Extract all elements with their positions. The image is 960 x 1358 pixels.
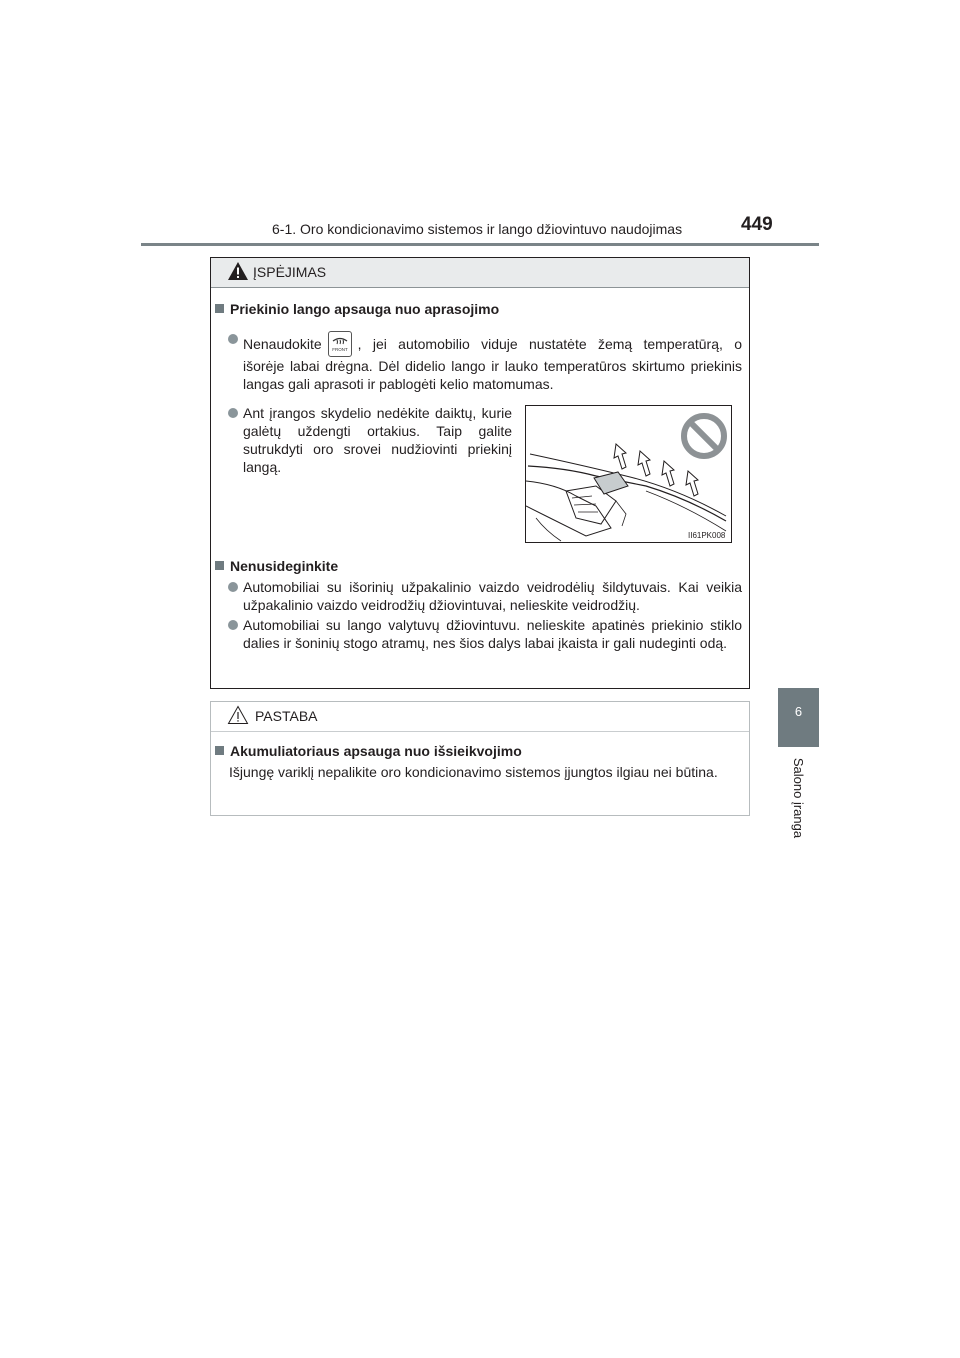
section-bullet-square xyxy=(215,561,224,570)
chapter-tab-label: Salono įranga xyxy=(791,757,806,839)
bullet-dot xyxy=(228,582,238,592)
section-bullet-square xyxy=(215,304,224,313)
prohibition-icon xyxy=(684,416,724,456)
burns-item-2-text: Automobiliai su lango valytuvų džiovintuvu. nelieskite apatinės priekinio stiklo dalies ir šoninių stogo atramų, nes šios dalys labai įkaista ir gali nudeginti odą. xyxy=(243,617,742,651)
section-bullet-square xyxy=(215,746,224,755)
dashboard-drawing xyxy=(526,406,731,542)
section-title-battery-text: Akumuliatoriaus apsauga nuo išsieikvojimo xyxy=(230,743,522,759)
warning-header xyxy=(211,258,749,288)
defog-item-1-rest: išorėje labai drėgna. Dėl didelio lango ir lauko temperatūros skirtumo priekinis langas gali aprasoti ir pablogėti kelio matomumas. xyxy=(243,358,742,392)
header-divider xyxy=(141,243,819,246)
warning-triangle-icon xyxy=(227,261,249,281)
defog-item-1-line1 xyxy=(243,331,742,357)
bullet-dot xyxy=(228,408,238,418)
bullet-dot xyxy=(228,620,238,630)
section-title-defog xyxy=(215,301,499,317)
section-title-burns xyxy=(215,558,338,574)
chapter-tab-number: 6 xyxy=(794,704,803,719)
notice-header xyxy=(211,702,749,732)
illustration-code: II61PK008 xyxy=(688,531,726,540)
defog-item-1-after-icon: , jei automobilio viduje nustatėte žemą temperatūrą, o xyxy=(357,336,742,352)
notice-heading: PASTABA xyxy=(255,708,318,724)
battery-text: Išjungę variklį nepalikite oro kondicionavimo sistemos įjungtos ilgiau nei būtina. xyxy=(229,764,718,780)
page-number: 449 xyxy=(741,214,773,235)
notice-triangle-icon xyxy=(227,705,249,725)
section-title-battery xyxy=(215,743,522,759)
dashboard-vent-illustration xyxy=(525,405,732,543)
warning-heading: ĮSPĖJIMAS xyxy=(253,264,327,280)
section-title-burns-text: Nenusideginkite xyxy=(230,558,339,574)
section-title-defog-text: Priekinio lango apsauga nuo aprasojimo xyxy=(230,301,500,317)
defog-item-1-before-icon: Nenaudokite xyxy=(243,336,322,352)
front-defroster-glyph xyxy=(329,332,351,356)
front-defroster-icon xyxy=(328,331,352,357)
chapter-section-title: 6-1. Oro kondicionavimo sistemos ir lango džiovintuvo naudojimas xyxy=(272,221,683,237)
front-defroster-label: FRONT xyxy=(331,347,348,352)
defog-item-2-text: Ant įrangos skydelio nedėkite daiktų, kurie galėtų uždengti ortakius. Taip galite sutrukdyti oro srovei nudžiovinti priekinį langą. xyxy=(243,405,512,475)
burns-item-1-text: Automobiliai su išorinių užpakalinio vaizdo veidrodėlių šildytuvais. Kai veikia užpakalinio vaizdo veidrodžių džiovintuvai, nelieskite veidrodžių. xyxy=(243,579,742,613)
bullet-dot xyxy=(228,334,238,344)
